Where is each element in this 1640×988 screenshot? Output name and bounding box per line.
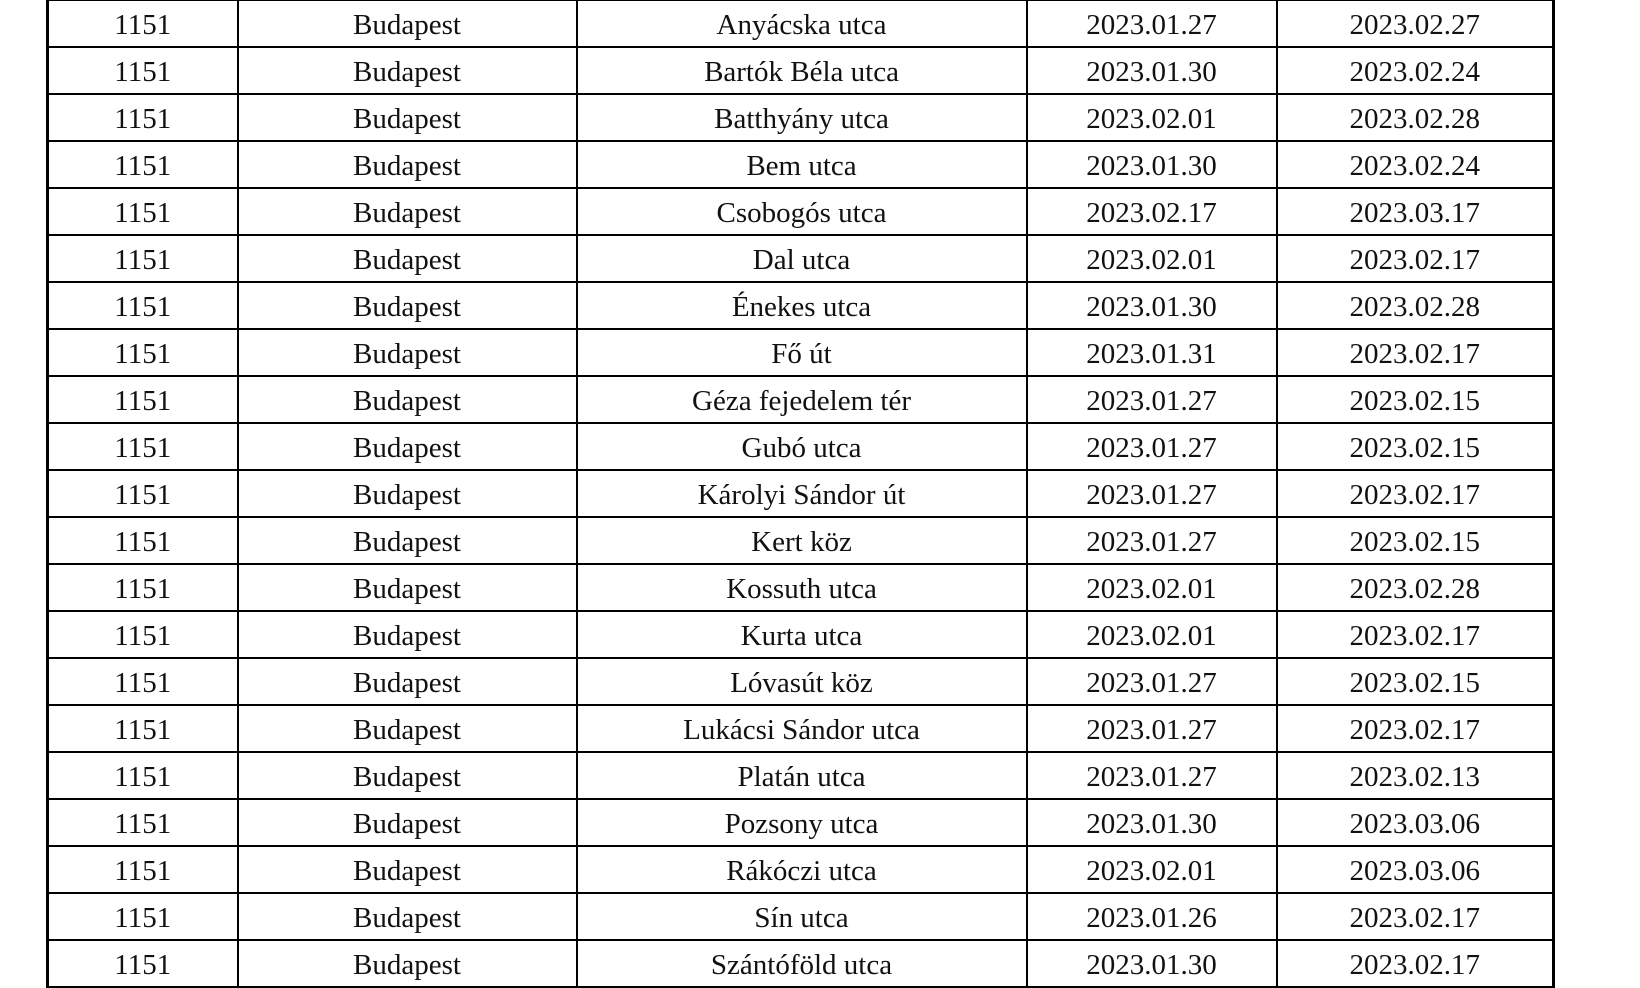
table-row [48, 940, 1554, 987]
street-name-cell: Dal utca [577, 235, 1027, 282]
city-cell: Budapest [238, 47, 577, 94]
city-cell: Budapest [238, 564, 577, 611]
street-schedule-table [46, 0, 1555, 988]
street-name-cell: Csobogós utca [577, 188, 1027, 235]
end-date-cell: 2023.02.28 [1277, 564, 1554, 611]
street-name-cell: Géza fejedelem tér [577, 376, 1027, 423]
zip-code-cell: 1151 [48, 329, 238, 376]
table-row [48, 846, 1554, 893]
table-row [48, 470, 1554, 517]
start-date-cell: 2023.01.27 [1027, 705, 1277, 752]
city-cell: Budapest [238, 329, 577, 376]
table-row [48, 329, 1554, 376]
city-cell: Budapest [238, 94, 577, 141]
end-date-cell: 2023.02.24 [1277, 141, 1554, 188]
end-date-cell: 2023.02.28 [1277, 282, 1554, 329]
street-name-cell: Fő út [577, 329, 1027, 376]
zip-code-cell: 1151 [48, 658, 238, 705]
city-cell: Budapest [238, 799, 577, 846]
street-name-cell: Kert köz [577, 517, 1027, 564]
zip-code-cell: 1151 [48, 799, 238, 846]
table-row [48, 752, 1554, 799]
table-row [48, 0, 1554, 47]
table-row [48, 47, 1554, 94]
street-name-cell: Lóvasút köz [577, 658, 1027, 705]
city-cell: Budapest [238, 423, 577, 470]
zip-code-cell: 1151 [48, 376, 238, 423]
end-date-cell: 2023.02.15 [1277, 517, 1554, 564]
table-row [48, 423, 1554, 470]
end-date-cell: 2023.03.06 [1277, 846, 1554, 893]
table-row [48, 235, 1554, 282]
zip-code-cell: 1151 [48, 705, 238, 752]
start-date-cell: 2023.02.01 [1027, 564, 1277, 611]
zip-code-cell: 1151 [48, 235, 238, 282]
start-date-cell: 2023.01.30 [1027, 141, 1277, 188]
city-cell: Budapest [238, 752, 577, 799]
city-cell: Budapest [238, 611, 577, 658]
start-date-cell: 2023.02.01 [1027, 235, 1277, 282]
city-cell: Budapest [238, 141, 577, 188]
street-name-cell: Szántóföld utca [577, 940, 1027, 987]
city-cell: Budapest [238, 376, 577, 423]
zip-code-cell: 1151 [48, 0, 238, 47]
street-name-cell: Platán utca [577, 752, 1027, 799]
start-date-cell: 2023.01.27 [1027, 376, 1277, 423]
end-date-cell: 2023.03.17 [1277, 188, 1554, 235]
zip-code-cell: 1151 [48, 423, 238, 470]
end-date-cell: 2023.02.15 [1277, 376, 1554, 423]
city-cell: Budapest [238, 705, 577, 752]
table-row [48, 188, 1554, 235]
zip-code-cell: 1151 [48, 94, 238, 141]
zip-code-cell: 1151 [48, 846, 238, 893]
city-cell: Budapest [238, 282, 577, 329]
table-row [48, 611, 1554, 658]
table-row [48, 141, 1554, 188]
city-cell: Budapest [238, 517, 577, 564]
end-date-cell: 2023.02.28 [1277, 94, 1554, 141]
table-body [48, 0, 1554, 987]
start-date-cell: 2023.01.26 [1027, 893, 1277, 940]
end-date-cell: 2023.02.13 [1277, 752, 1554, 799]
street-name-cell: Kossuth utca [577, 564, 1027, 611]
street-name-cell: Batthyány utca [577, 94, 1027, 141]
start-date-cell: 2023.01.27 [1027, 0, 1277, 47]
street-name-cell: Lukácsi Sándor utca [577, 705, 1027, 752]
start-date-cell: 2023.01.27 [1027, 752, 1277, 799]
table-row [48, 282, 1554, 329]
end-date-cell: 2023.02.17 [1277, 470, 1554, 517]
start-date-cell: 2023.01.31 [1027, 329, 1277, 376]
end-date-cell: 2023.02.15 [1277, 423, 1554, 470]
table-row [48, 94, 1554, 141]
zip-code-cell: 1151 [48, 611, 238, 658]
zip-code-cell: 1151 [48, 470, 238, 517]
end-date-cell: 2023.02.24 [1277, 47, 1554, 94]
zip-code-cell: 1151 [48, 282, 238, 329]
street-name-cell: Pozsony utca [577, 799, 1027, 846]
start-date-cell: 2023.01.30 [1027, 799, 1277, 846]
start-date-cell: 2023.01.30 [1027, 282, 1277, 329]
start-date-cell: 2023.01.27 [1027, 658, 1277, 705]
city-cell: Budapest [238, 940, 577, 987]
street-name-cell: Bem utca [577, 141, 1027, 188]
zip-code-cell: 1151 [48, 893, 238, 940]
city-cell: Budapest [238, 470, 577, 517]
table-row [48, 893, 1554, 940]
end-date-cell: 2023.02.17 [1277, 705, 1554, 752]
street-name-cell: Kurta utca [577, 611, 1027, 658]
end-date-cell: 2023.02.17 [1277, 611, 1554, 658]
table-row [48, 705, 1554, 752]
table-row [48, 376, 1554, 423]
end-date-cell: 2023.03.06 [1277, 799, 1554, 846]
start-date-cell: 2023.01.30 [1027, 47, 1277, 94]
end-date-cell: 2023.02.17 [1277, 329, 1554, 376]
start-date-cell: 2023.01.27 [1027, 470, 1277, 517]
street-name-cell: Gubó utca [577, 423, 1027, 470]
street-name-cell: Károlyi Sándor út [577, 470, 1027, 517]
start-date-cell: 2023.01.30 [1027, 940, 1277, 987]
end-date-cell: 2023.02.17 [1277, 893, 1554, 940]
table-row [48, 517, 1554, 564]
city-cell: Budapest [238, 0, 577, 47]
zip-code-cell: 1151 [48, 564, 238, 611]
zip-code-cell: 1151 [48, 752, 238, 799]
start-date-cell: 2023.01.27 [1027, 517, 1277, 564]
city-cell: Budapest [238, 846, 577, 893]
start-date-cell: 2023.02.01 [1027, 94, 1277, 141]
start-date-cell: 2023.02.01 [1027, 611, 1277, 658]
start-date-cell: 2023.01.27 [1027, 423, 1277, 470]
start-date-cell: 2023.02.01 [1027, 846, 1277, 893]
end-date-cell: 2023.02.27 [1277, 0, 1554, 47]
city-cell: Budapest [238, 188, 577, 235]
zip-code-cell: 1151 [48, 141, 238, 188]
city-cell: Budapest [238, 235, 577, 282]
zip-code-cell: 1151 [48, 47, 238, 94]
start-date-cell: 2023.02.17 [1027, 188, 1277, 235]
street-name-cell: Énekes utca [577, 282, 1027, 329]
table-row [48, 658, 1554, 705]
end-date-cell: 2023.02.15 [1277, 658, 1554, 705]
zip-code-cell: 1151 [48, 940, 238, 987]
city-cell: Budapest [238, 658, 577, 705]
street-name-cell: Sín utca [577, 893, 1027, 940]
street-name-cell: Rákóczi utca [577, 846, 1027, 893]
city-cell: Budapest [238, 893, 577, 940]
zip-code-cell: 1151 [48, 188, 238, 235]
table-row [48, 799, 1554, 846]
end-date-cell: 2023.02.17 [1277, 940, 1554, 987]
end-date-cell: 2023.02.17 [1277, 235, 1554, 282]
table-row [48, 564, 1554, 611]
zip-code-cell: 1151 [48, 517, 238, 564]
street-name-cell: Bartók Béla utca [577, 47, 1027, 94]
street-name-cell: Anyácska utca [577, 0, 1027, 47]
